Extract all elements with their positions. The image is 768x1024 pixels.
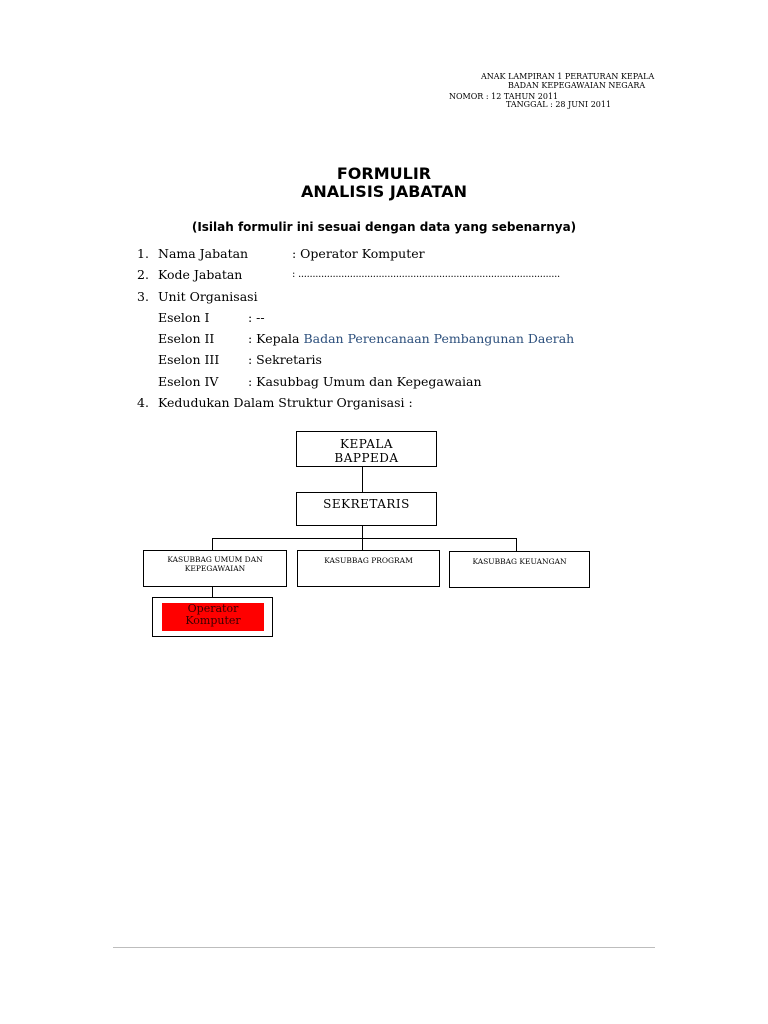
org-box-sekretaris-label: SEKRETARIS (323, 497, 410, 511)
org-box-kasubbag-umum-line-2: KEPEGAWAIAN (184, 564, 246, 573)
item-2-label: Kode Jabatan (158, 267, 243, 282)
eselon-4-label: Eselon IV (158, 374, 219, 389)
org-box-operator-line-1: Operator (187, 602, 239, 615)
org-box-kepala (296, 431, 437, 467)
eselon-2-value-link: Badan Perencanaan Pembangunan Daerah (303, 331, 575, 346)
item-1-label: Nama Jabatan (158, 246, 249, 261)
org-box-kasubbag-keuangan-label: KASUBBAG KEUANGAN (472, 557, 567, 566)
org-box-kasubbag-umum-line-1: KASUBBAG UMUM DAN (167, 555, 263, 564)
org-box-operator-komputer-fill (162, 603, 264, 631)
eselon-4-value: : Kasubbag Umum dan Kepegawaian (248, 374, 482, 389)
org-box-operator-line-2: Komputer (185, 614, 241, 627)
item-4-number: 4. (137, 395, 149, 410)
header-line-3: NOMOR : 12 TAHUN 2011 (449, 92, 559, 101)
footer-rule (113, 947, 655, 948)
eselon-3-label: Eselon III (158, 352, 220, 367)
title-line-2: ANALISIS JABATAN (301, 182, 467, 201)
org-box-kasubbag-umum (143, 550, 287, 587)
item-4-label: Kedudukan Dalam Struktur Organisasi : (158, 395, 413, 410)
connector-center-drop (362, 538, 363, 550)
header-line-2: BADAN KEPEGAWAIAN NEGARA (508, 81, 646, 90)
title-line-1: FORMULIR (336, 164, 432, 183)
item-2-number: 2. (137, 267, 149, 282)
item-1-number: 1. (137, 246, 149, 261)
eselon-1-label: Eselon I (158, 310, 210, 325)
header-line-1: ANAK LAMPIRAN 1 PERATURAN KEPALA (481, 72, 655, 81)
item-2-value: : ........................................................................................... (292, 269, 560, 280)
connector-right-drop (516, 538, 517, 551)
org-box-kasubbag-program (297, 550, 440, 587)
subtitle: (Isilah formulir ini sesuai dengan data yang sebenarnya) (191, 220, 577, 234)
eselon-3-value: : Sekretaris (248, 352, 322, 367)
connector-top-middle (362, 467, 363, 492)
org-box-kepala-line-1: KEPALA (340, 437, 393, 451)
item-3-number: 3. (137, 289, 149, 304)
org-box-kasubbag-keuangan (449, 551, 590, 588)
eselon-2-value (248, 331, 574, 347)
item-3-label: Unit Organisasi (158, 289, 258, 304)
connector-middle-bar (362, 526, 363, 538)
org-box-sekretaris (296, 492, 437, 526)
connector-left-drop (212, 538, 213, 550)
eselon-2-value-prefix: : Kepala (248, 331, 304, 346)
eselon-1-value: : -- (248, 310, 265, 325)
org-box-kepala-line-2: BAPPEDA (334, 451, 399, 465)
item-1-value: : Operator Komputer (292, 246, 425, 261)
header-line-4: TANGGAL : 28 JUNI 2011 (506, 100, 612, 109)
connector-horizontal-bar (212, 538, 517, 539)
connector-left-to-highlight (212, 587, 213, 597)
eselon-2-label: Eselon II (158, 331, 215, 346)
org-box-kasubbag-program-label: KASUBBAG PROGRAM (324, 556, 413, 565)
